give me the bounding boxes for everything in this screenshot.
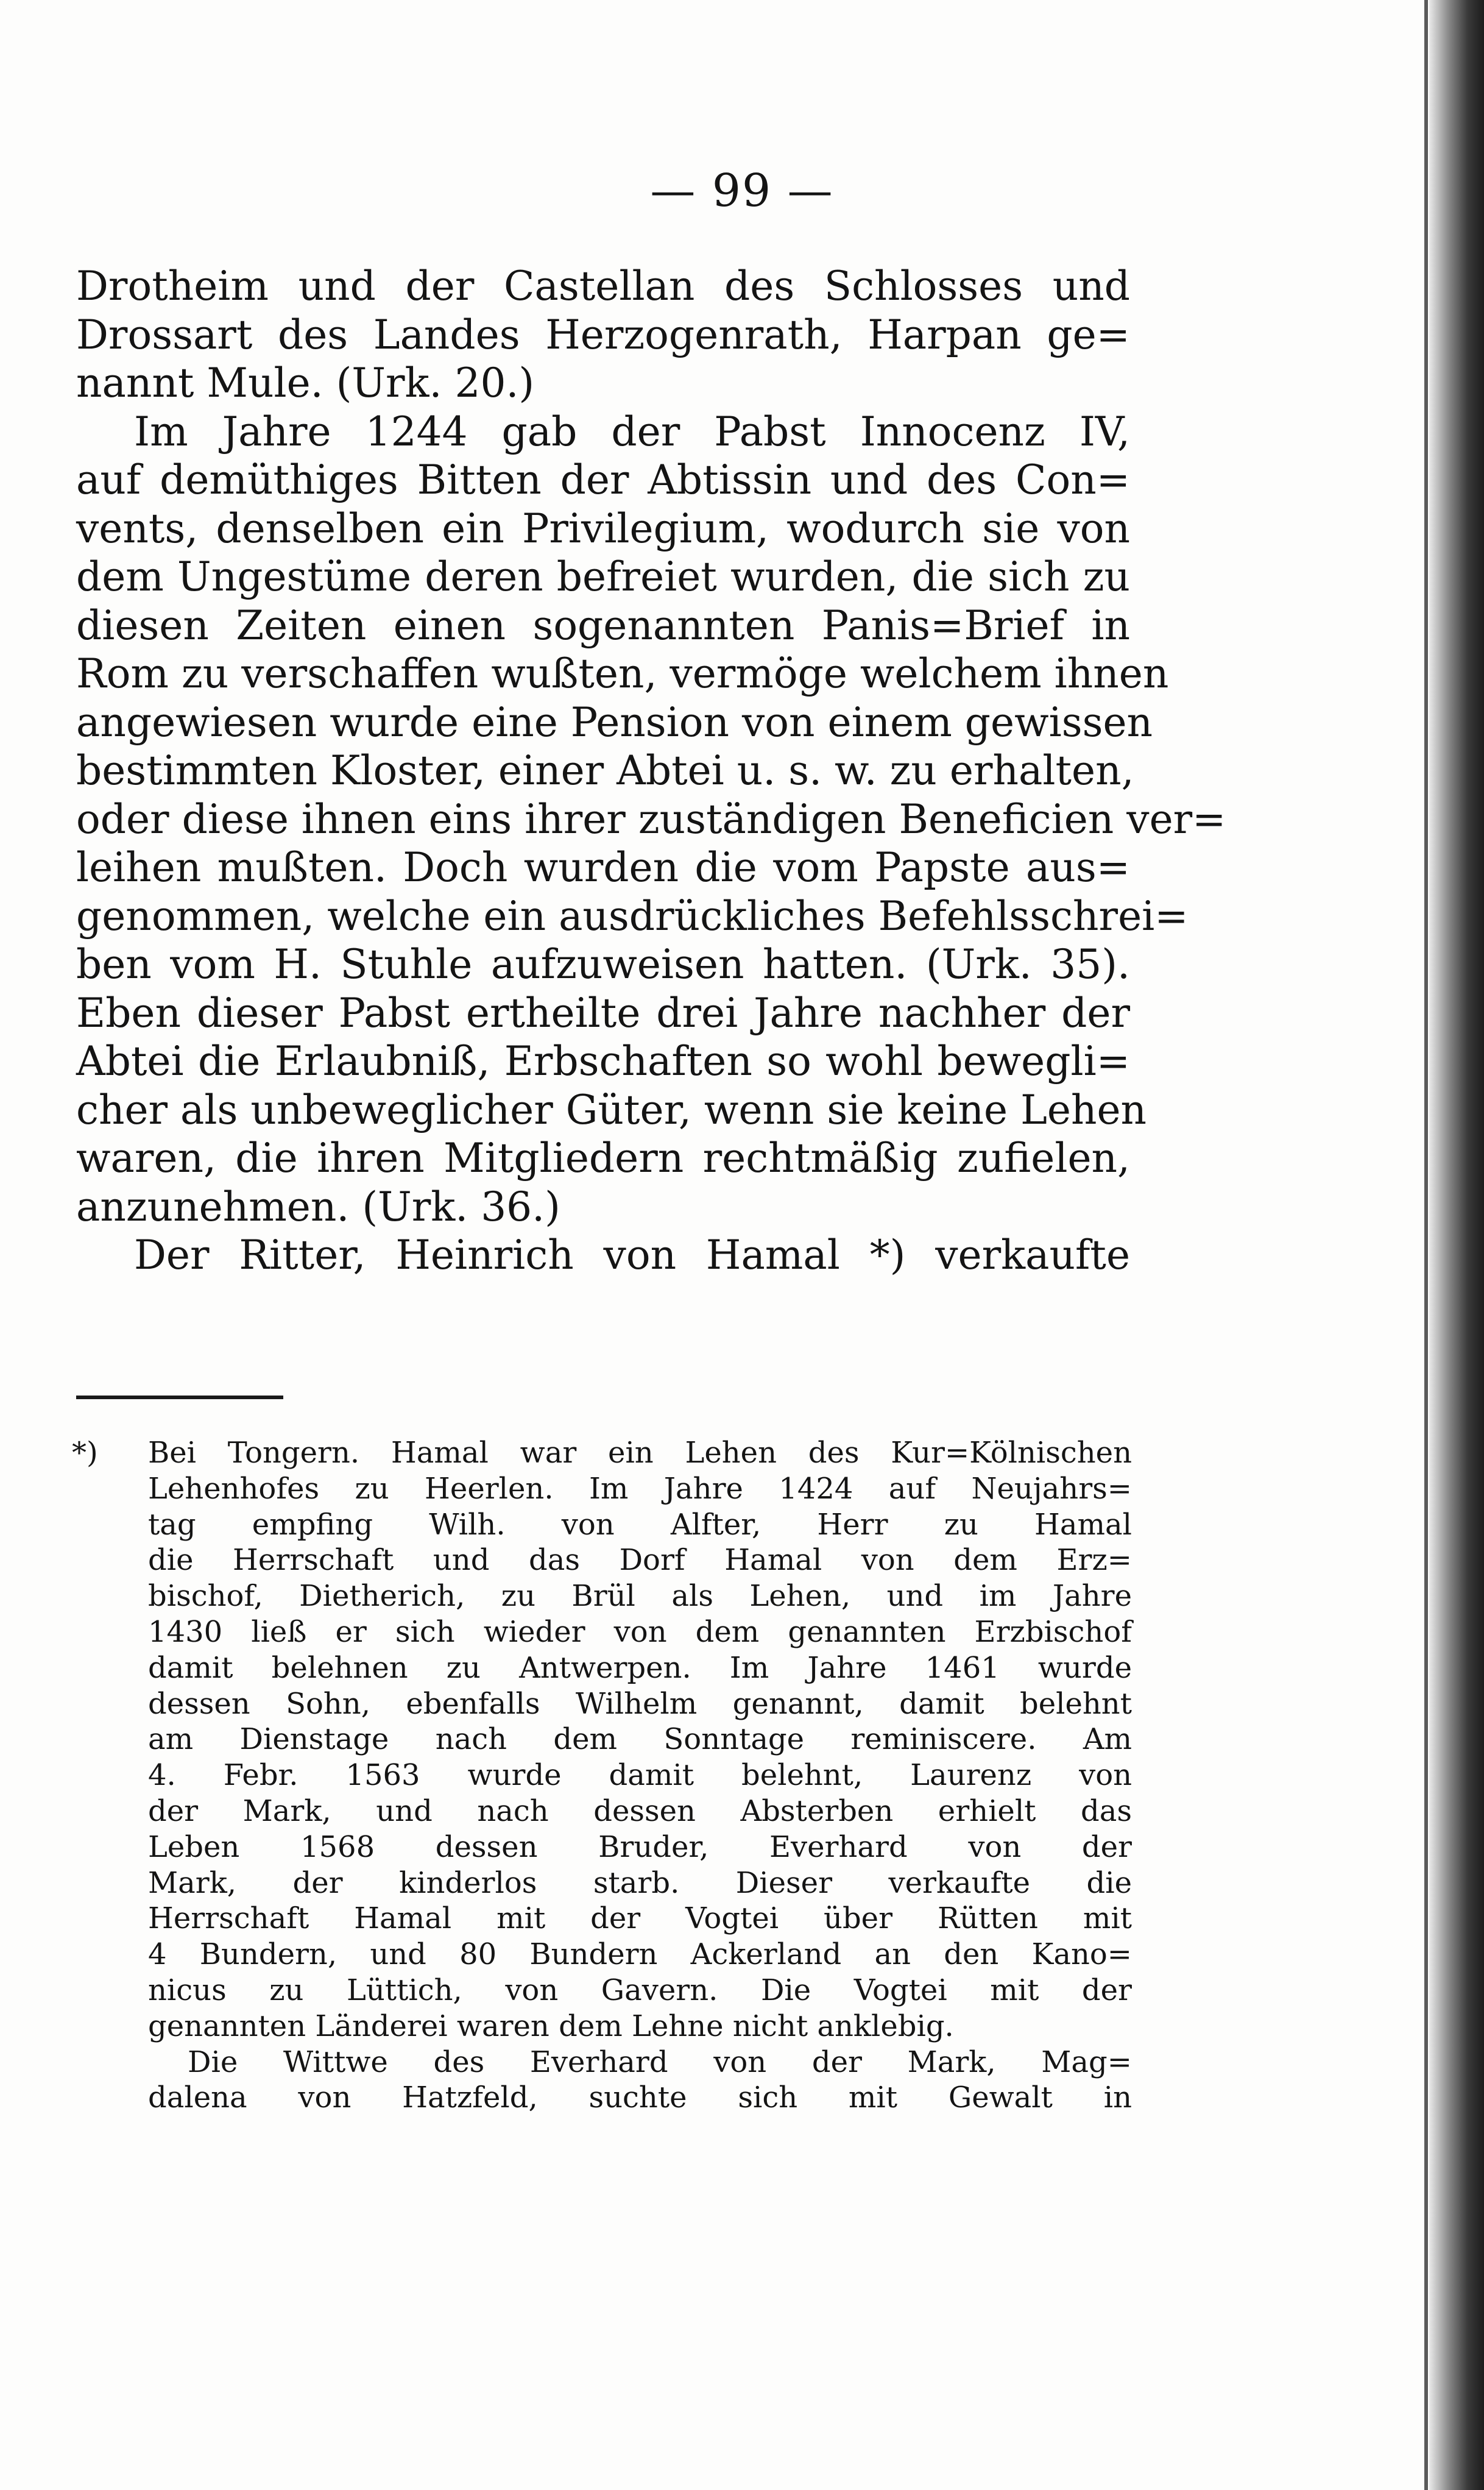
body-line: ben vom H. Stuhle aufzuweisen hatten. (Urk. 35).: [76, 941, 1130, 988]
footnote-line: Lehenhofes zu Heerlen. Im Jahre 1424 auf Neujahrs=: [148, 1471, 1132, 1506]
book-binding-line: [1424, 0, 1428, 2490]
body-line: anzunehmen. (Urk. 36.): [76, 1183, 560, 1230]
footnote-line: nicus zu Lüttich, von Gavern. Die Vogtei mit der: [148, 1973, 1132, 2007]
footnote: [72, 1435, 1132, 2116]
body-line: diesen Zeiten einen sogenannten Panis=Brief in: [76, 601, 1130, 649]
body-line: genommen, welche ein ausdrückliches Befehlsschrei=: [76, 892, 1189, 940]
footnote-line: bischof, Dietherich, zu Brül als Lehen, und im Jahre: [148, 1579, 1132, 1614]
footnote-line: genannten Länderei waren dem Lehne nicht anklebig.: [148, 2009, 954, 2043]
footnote-line-text: Bei Tongern. Hamal war ein Lehen des Kur=Kölnischen: [148, 1436, 1132, 1470]
body-line: Der Ritter, Heinrich von Hamal *) verkaufte: [134, 1232, 1130, 1279]
body-line: Rom zu verschaffen wußten, vermöge welchem ihnen: [76, 650, 1169, 697]
body-line: Eben dieser Pabst ertheilte drei Jahre nachher der: [76, 989, 1130, 1037]
footnote-line: 4. Febr. 1563 wurde damit belehnt, Laurenz von: [148, 1758, 1132, 1793]
footnote-line: der Mark, und nach dessen Absterben erhielt das: [148, 1793, 1132, 1828]
footnote-separator: [76, 1396, 283, 1399]
footnote-line: Mark, der kinderlos starb. Dieser verkaufte die: [148, 1865, 1132, 1900]
body-line: angewiesen wurde eine Pension von einem gewissen: [76, 698, 1153, 746]
footnote-line: damit belehnen zu Antwerpen. Im Jahre 1461 wurde: [148, 1650, 1132, 1685]
body-line: vents, denselben ein Privilegium, wodurch sie von: [76, 505, 1130, 552]
body-line: nannt Mule. (Urk. 20.): [76, 360, 535, 406]
footnote-line: Die Wittwe des Everhard von der Mark, Mag=: [188, 2045, 1132, 2079]
footnote-line: dessen Sohn, ebenfalls Wilhelm genannt, damit belehnt: [148, 1686, 1132, 1721]
footnote-line: 1430 ließ er sich wieder von dem genannten Erzbischof: [148, 1614, 1132, 1649]
body-line: bestimmten Kloster, einer Abtei u. s. w. zu erhalten,: [76, 747, 1134, 794]
body-line: auf demüthiges Bitten der Abtissin und des Con=: [76, 456, 1130, 503]
body-line: Drotheim und der Castellan des Schlosses und: [76, 263, 1130, 310]
body-line: oder diese ihnen eins ihrer zuständigen Beneficien ver=: [76, 795, 1226, 843]
body-text: [76, 262, 1226, 1280]
footnote-line: am Dienstage nach dem Sonntage reminiscere. Am: [148, 1722, 1132, 1757]
footnote-line: tag empfing Wilh. von Alfter, Herr zu Hamal: [148, 1507, 1132, 1542]
footnote-marker: *): [72, 1436, 98, 1470]
footnote-line: Leben 1568 dessen Bruder, Everhard von der: [148, 1829, 1132, 1864]
body-line: Im Jahre 1244 gab der Pabst Innocenz IV,: [134, 408, 1130, 455]
body-line: Drossart des Landes Herzogenrath, Harpan ge=: [76, 311, 1130, 358]
page-number: — 99 —: [650, 165, 834, 217]
footnote-line: dalena von Hatzfeld, suchte sich mit Gewalt in: [148, 2080, 1132, 2115]
footnote-line: die Herrschaft und das Dorf Hamal von dem Erz=: [148, 1543, 1132, 1578]
body-line: dem Ungestüme deren befreiet wurden, die sich zu: [76, 553, 1130, 600]
book-edge: [1429, 0, 1484, 2490]
footnote-line: Herrschaft Hamal mit der Vogtei über Rütten mit: [148, 1901, 1132, 1936]
footnote-line: 4 Bundern, und 80 Bundern Ackerland an den Kano=: [148, 1937, 1132, 1972]
body-line: cher als unbeweglicher Güter, wenn sie keine Lehen: [76, 1086, 1147, 1133]
footnote-line-first: [72, 1435, 1132, 1471]
body-line: waren, die ihren Mitgliedern rechtmäßig zufielen,: [76, 1135, 1130, 1182]
body-line: leihen mußten. Doch wurden die vom Papste aus=: [76, 844, 1130, 891]
body-line: Abtei die Erlaubniß, Erbschaften so wohl bewegli=: [76, 1038, 1130, 1085]
